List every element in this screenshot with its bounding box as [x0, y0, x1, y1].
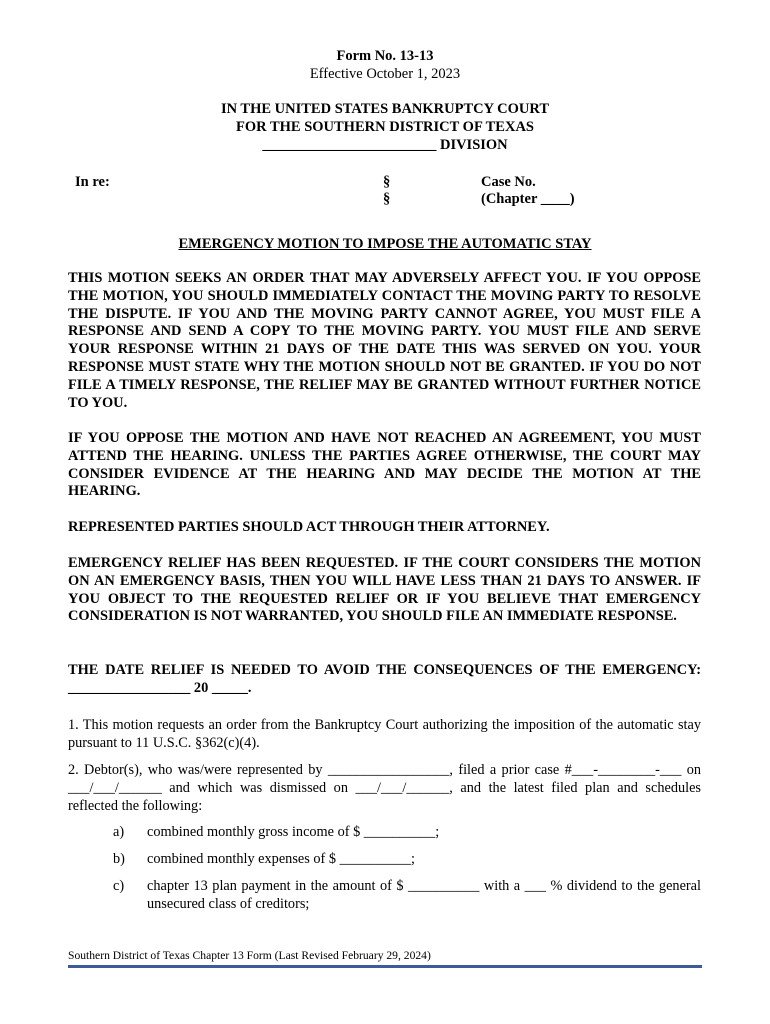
- paragraph-2: 2. Debtor(s), who was/were represented by _________________, filed a prior case #___-________-___ on ___/___/______ and which was dismissed on ___/___/______, and the latest filed plan and schedules reflected the following:: [68, 762, 701, 814]
- in-re-label: In re:: [75, 174, 110, 190]
- section-mark: §: [383, 191, 391, 207]
- list-item-text: combined monthly expenses of $ __________;: [147, 851, 416, 867]
- list-item-text: combined monthly gross income of $ __________;: [147, 824, 440, 840]
- list-item-text: chapter 13 plan payment in the amount of $ __________ with a ___ % dividend to the general unsecured class of creditors;: [147, 878, 701, 912]
- chapter-label: (Chapter ____): [481, 191, 575, 207]
- notice-paragraph-2: IF YOU OPPOSE THE MOTION AND HAVE NOT REACHED AN AGREEMENT, YOU MUST ATTEND THE HEARING. UNLESS THE PARTIES AGREE OTHERWISE, THE COURT MAY CONSIDER EVIDENCE AT THE HEARING AND MAY DECIDE THE MOTION AT THE HEARING.: [68, 430, 701, 500]
- list-item-letter: c): [113, 878, 125, 894]
- effective-date: Effective October 1, 2023: [309, 66, 461, 82]
- division-line: ________________________ DIVISION: [262, 137, 508, 153]
- emergency-date-paragraph: THE DATE RELIEF IS NEEDED TO AVOID THE CONSEQUENCES OF THE EMERGENCY: _________________ 20 _____.: [68, 662, 701, 696]
- court-name-line-1: IN THE UNITED STATES BANKRUPTCY COURT: [220, 101, 550, 117]
- section-mark: §: [383, 174, 391, 190]
- list-item-letter: a): [113, 824, 125, 840]
- notice-paragraph-1: THIS MOTION SEEKS AN ORDER THAT MAY ADVERSELY AFFECT YOU. IF YOU OPPOSE THE MOTION, YOU SHOULD IMMEDIATELY CONTACT THE MOVING PARTY TO RESOLVE THE DISPUTE. IF YOU AND THE MOVING PARTY CANNOT AGREE, YOU MUST FILE A RESPONSE AND SEND A COPY TO THE MOVING PARTY. YOU MUST FILE AND SERVE YOUR RESPONSE WITHIN 21 DAYS OF THE DATE THIS WAS SERVED ON YOU. YOUR RESPONSE MUST STATE WHY THE MOTION SHOULD NOT BE GRANTED. IF YOU DO NOT FILE A TIMELY RESPONSE, THE RELIEF MAY BE GRANTED WITHOUT FURTHER NOTICE TO YOU.: [68, 270, 701, 411]
- page-footer: Southern District of Texas Chapter 13 Form (Last Revised February 29, 2024): [68, 949, 431, 962]
- case-number-label: Case No.: [481, 174, 536, 190]
- notice-paragraph-4: EMERGENCY RELIEF HAS BEEN REQUESTED. IF THE COURT CONSIDERS THE MOTION ON AN EMERGENCY BASIS, THEN YOU WILL HAVE LESS THAN 21 DAYS TO ANSWER. IF YOU OBJECT TO THE REQUESTED RELIEF OR IF YOU BELIEVE THAT EMERGENCY CONSIDERATION IS NOT WARRANTED, YOU SHOULD FILE AN IMMEDIATE RESPONSE.: [68, 555, 701, 625]
- footer-rule: [68, 965, 702, 968]
- motion-title: EMERGENCY MOTION TO IMPOSE THE AUTOMATIC STAY: [178, 236, 592, 252]
- court-name-line-2: FOR THE SOUTHERN DISTRICT OF TEXAS: [235, 119, 534, 135]
- paragraph-1: 1. This motion requests an order from the Bankruptcy Court authorizing the imposition of the automatic stay pursuant to 11 U.S.C. §362(c)(4).: [68, 717, 701, 751]
- form-number: Form No. 13-13: [336, 48, 434, 64]
- list-item-letter: b): [113, 851, 125, 867]
- notice-paragraph-3: REPRESENTED PARTIES SHOULD ACT THROUGH THEIR ATTORNEY.: [68, 519, 550, 535]
